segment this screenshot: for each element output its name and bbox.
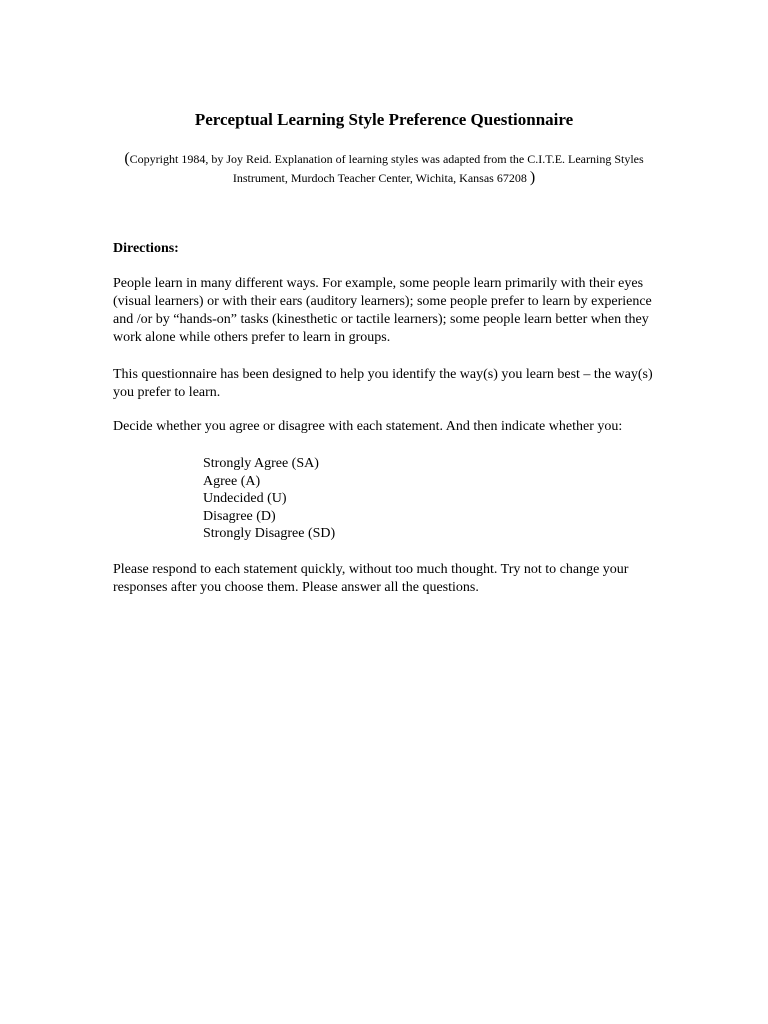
document-title: Perceptual Learning Style Preference Questionnaire [194,110,574,129]
response-options-list [203,455,603,543]
directions-heading: Directions: [113,241,179,256]
copyright-notice [110,150,658,188]
intro-paragraph: People learn in many different ways. For example, some people learn primarily with their eyes (visual learners) or with their ears (auditory learners); some people prefer to learn by experience and /or by “hands-on” tasks (kinesthetic or tactile learners); some people learn better when they work alone while others prefer to learn in groups. [113,276,652,345]
purpose-paragraph: This questionnaire has been designed to help you identify the way(s) you learn best – the way(s) you prefer to learn. [113,367,653,400]
instruction-paragraph: Decide whether you agree or disagree with each statement. And then indicate whether you: [113,419,623,434]
response-option-disagree: Disagree (D) [203,508,276,524]
response-option-strongly-agree: Strongly Agree (SA) [203,456,319,471]
closing-paragraph: Please respond to each statement quickly, without too much thought. Try not to change your responses after you choose them. Please answer all the questions. [113,562,629,595]
response-option-strongly-disagree: Strongly Disagree (SD) [203,526,336,541]
response-option-undecided: Undecided (U) [203,491,287,506]
response-option-agree: Agree (A) [203,473,261,489]
copyright-text: Copyright 1984, by Joy Reid. Explanation of learning styles was adapted from the C.I.T.E. Learning Styles Instrument, Murdoch Teacher Center, Wichita, Kansas 67208 [129,152,644,185]
copyright-close-paren: ) [529,169,536,186]
copyright-open-paren: ( [124,150,130,167]
